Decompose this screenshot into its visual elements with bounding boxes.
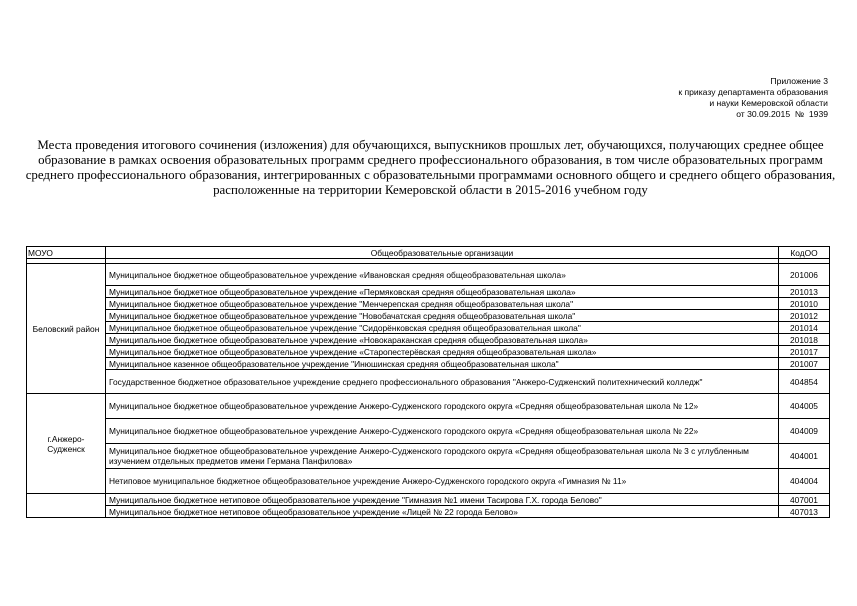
- code-cell: 404005: [779, 394, 830, 419]
- org-cell: Муниципальное бюджетное общеобразовательное учреждение Анжеро-Судженского городского округа «Средняя общеобразовательная школа № 3 с углубленным изучением отдельных предметов имени Германа Панфилова»: [106, 444, 779, 469]
- org-cell: Муниципальное бюджетное общеобразовательное учреждение "Новобачатская средняя общеобразовательная школа": [106, 310, 779, 322]
- appendix-order-ref: к приказу департамента образования: [678, 87, 828, 97]
- code-cell: 201006: [779, 264, 830, 286]
- org-cell: Муниципальное бюджетное общеобразовательное учреждение Анжеро-Судженского городского округа «Средняя общеобразовательная школа № 12»: [106, 394, 779, 419]
- appendix-block: [678, 76, 828, 120]
- org-cell: Муниципальное бюджетное нетиповое общеобразовательное учреждение «Лицей № 22 города Белово»: [106, 506, 779, 518]
- code-cell: 404854: [779, 370, 830, 394]
- org-cell: Муниципальное бюджетное общеобразовательное учреждение "Менчерепская средняя общеобразовательная школа": [106, 298, 779, 310]
- appendix-date-number: от 30.09.2015 № 1939: [736, 109, 828, 119]
- org-cell: Государственное бюджетное образовательное учреждение среднего профессионального образования "Анжеро-Судженский политехнический колледж": [106, 370, 779, 394]
- table-row: [27, 298, 830, 310]
- header-organizations: Общеобразовательные организации: [106, 247, 779, 259]
- code-cell: 201012: [779, 310, 830, 322]
- district-cell: [27, 494, 106, 518]
- table-row: [27, 506, 830, 518]
- code-cell: 404004: [779, 469, 830, 494]
- org-cell: Нетиповое муниципальное бюджетное общеобразовательное учреждение Анжеро-Судженского городского округа «Гимназия № 11»: [106, 469, 779, 494]
- code-cell: 201018: [779, 334, 830, 346]
- org-cell: Муниципальное бюджетное общеобразовательное учреждение «Новокараканская средняя общеобразовательная школа»: [106, 334, 779, 346]
- table-header-row: [27, 247, 830, 259]
- org-cell: Муниципальное бюджетное общеобразовательное учреждение «Старопестерёвская средняя общеобразовательная школа»: [106, 346, 779, 358]
- org-cell: Муниципальное бюджетное общеобразовательное учреждение «Пермяковская средняя общеобразовательная школа»: [106, 286, 779, 298]
- table-row: [27, 444, 830, 469]
- table-row: [27, 334, 830, 346]
- table-row: [27, 346, 830, 358]
- document-title: Места проведения итогового сочинения (изложения) для обучающихся, выпускников прошлых лет, обучающихся, получающих среднее общее образование в рамках освоения образовательных программ среднего профессионального образования, в том числе образовательных программ среднего профессионального образования, интегрированных с образовательными программами основного общего и среднего общего образования, расположенные на территории Кемеровской области в 2015-2016 учебном году: [25, 138, 836, 197]
- table-row: [27, 264, 830, 286]
- table-row: [27, 469, 830, 494]
- table-row: [27, 419, 830, 444]
- table-row: [27, 310, 830, 322]
- org-cell: Муниципальное бюджетное общеобразовательное учреждение «Ивановская средняя общеобразовательная школа»: [106, 264, 779, 286]
- venues-table: [26, 246, 830, 518]
- code-cell: 201007: [779, 358, 830, 370]
- org-cell: Муниципальное бюджетное общеобразовательное учреждение "Сидорёнковская средняя общеобразовательная школа": [106, 322, 779, 334]
- header-code: КодОО: [779, 247, 830, 259]
- code-cell: 407013: [779, 506, 830, 518]
- org-cell: Муниципальное бюджетное общеобразовательное учреждение Анжеро-Судженского городского округа «Средняя общеобразовательная школа № 22»: [106, 419, 779, 444]
- district-cell: Беловский район: [27, 264, 106, 394]
- code-cell: 404009: [779, 419, 830, 444]
- code-cell: 404001: [779, 444, 830, 469]
- district-cell: г.Анжеро-Судженск: [27, 394, 106, 494]
- code-cell: 201013: [779, 286, 830, 298]
- org-cell: Муниципальное бюджетное нетиповое общеобразовательное учреждение "Гимназия №1 имени Тасирова Г.Х. города Белово": [106, 494, 779, 506]
- code-cell: 201014: [779, 322, 830, 334]
- code-cell: 407001: [779, 494, 830, 506]
- table-row: [27, 322, 830, 334]
- table-row: [27, 394, 830, 419]
- code-cell: 201017: [779, 346, 830, 358]
- org-cell: Муниципальное казенное общеобразовательное учреждение "Инюшинская средняя общеобразовательная школа": [106, 358, 779, 370]
- table-row: [27, 286, 830, 298]
- table-row: [27, 370, 830, 394]
- table-row: [27, 358, 830, 370]
- code-cell: 201010: [779, 298, 830, 310]
- header-moyo: МОУО: [27, 247, 106, 259]
- appendix-title: Приложение 3: [770, 76, 828, 86]
- table-row: [27, 494, 830, 506]
- appendix-department: и науки Кемеровской области: [709, 98, 828, 108]
